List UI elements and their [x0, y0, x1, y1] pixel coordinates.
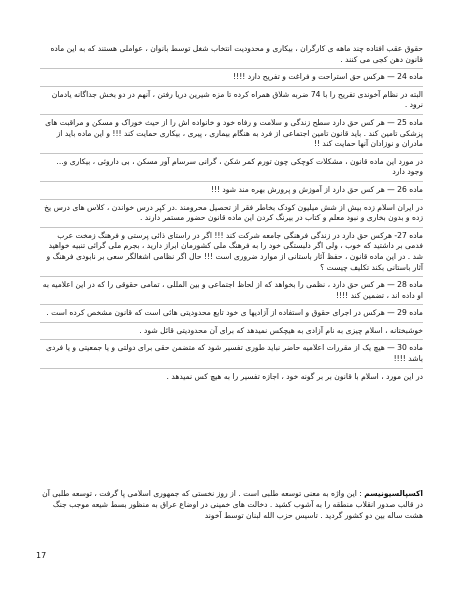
- article-27: ماده 27- هرکس حق دارد در زندگی فرهنگی جامعه شرکت کند !!! اگر در راستای ذائی پرستی و فرهنگ زمخت عرب فدمی بر داشتید که خوب ، ولی اگر دلبستگی خود را به فرهنگ ملی کشورمان ابراز دارید ، بجرم ملی گرائی تنبیه خواهید شد . در این ماده قانون ، حفظ آثار باستانی از موارد ضروری است !!! حال اگر نظامی اشغالگر سعی بر نابودی فرهنگ و آثار باستانی بکند تکلیف چیست ؟: [46, 230, 423, 272]
- article-26: ماده 26 — هر کس حق دارد از آموزش و پرورش بهره مند شود !!!: [210, 184, 423, 194]
- divider: [40, 276, 423, 277]
- page-number: 17: [36, 551, 47, 560]
- article-29: ماده 29 — هرکس در اجرای حقوق و استفاده از آزادیها ی خود تابع محدودیتی هائی است که قانون مشخص کرده است .: [46, 308, 423, 318]
- divider: [40, 368, 423, 369]
- divider: [40, 68, 423, 69]
- divider: [40, 304, 423, 305]
- paragraph: البته در نظام آخوندی تفریح را با 74 ضربه شلاق همراه کرده تا مزه شیرین دریا رفتن ، آنهم در دو بخش جداگانه یادمان نرود .: [51, 89, 423, 110]
- divider: [40, 227, 423, 228]
- paragraph: در این مورد ، اسلام با قانون بر بر گونه خود ، اجازه تفسیر را به هیچ کس نمیدهد .: [166, 371, 423, 381]
- divider: [40, 339, 423, 340]
- divider: [40, 153, 423, 154]
- divider: [40, 114, 423, 115]
- document-body: [40, 42, 423, 384]
- paragraph: خوشبختانه ، اسلام چیزی به نام آزادی به هیچکس نمیدهد که برای آن محدودیتی قائل شود .: [139, 325, 423, 335]
- footnote: [40, 488, 423, 521]
- article-25: ماده 25 — هر کس حق دارد سطح زندگی و سلامت و رفاه خود و خانواده اش را از حیث خوراک و مسکن و مراقبت های پزشکی تامین کند . باید قانون تامین اجتماعی از فرد به هنگام بیماری ، پیری ، بیکاری حمایت کند !!! و این ماده باید از مادران و نوزادان آنها حمایت کند !!: [45, 117, 423, 149]
- article-30: ماده 30 — هیچ یک از مقررات اعلامیه حاضر نباید طوری تفسیر شود که متضمن حقی برای دولتی و یا جمعیتی و یا فردی باشد !!!!: [46, 343, 423, 364]
- footnote-term: اکسپالسیونیسم: [364, 489, 423, 498]
- paragraph: در مورد این ماده قانون ، مشکلات کوچکی چون تورم کمر شکن ، گرانی سرسام آور مسکن ، بی داروئی ، بیکاری و... وجود دارد: [56, 156, 423, 177]
- paragraph: حقوق عقب افتاده چند ماهه ی کارگران ، بیکاری و محدودیت انتخاب شغل توسط بانوان ، عواملی هستند که به این ماده قانون دهن کجی می کنند .: [50, 44, 423, 64]
- divider: [40, 199, 423, 200]
- article-24: ماده 24 — هرکس حق استراحت و فراغت و تفریح دارد !!!!: [233, 72, 423, 82]
- divider: [40, 86, 423, 87]
- divider: [40, 322, 423, 323]
- divider: [40, 181, 423, 182]
- paragraph: در ایران اسلام زده بیش از شش میلیون کودک بخاطر فقر از تحصیل محرومند .در کپر درس خواندن ، کلاس های درس یخ زده و بدون بخاری و نبود معلم و کتاب در بیرنگ کردن این ماده قانون حضور مستمر دارند .: [44, 202, 423, 223]
- article-28: ماده 28 — هر کس حق دارد ، نظمی را بخواهد که از لحاظ اجتماعی و بین المللی ، تمامی حقوقی را که در این اعلامیه به او داده اند ، تضمین کند !!!!: [42, 280, 423, 300]
- footnote-text: : این واژه به معنی توسعه طلبی است . از روز نخستی که جمهوری اسلامی پا گرفت ، توسعه طلبی آن در قالب صدور انقلاب منطقه را به آشوب کشید . دخالت های خمینی در اوضاع عراق به منظور بسط شیعه موجب جنگ هشت ساله بین دو کشور گردید . تاسیس حزب الله لبنان توسط آخوند: [42, 489, 423, 520]
